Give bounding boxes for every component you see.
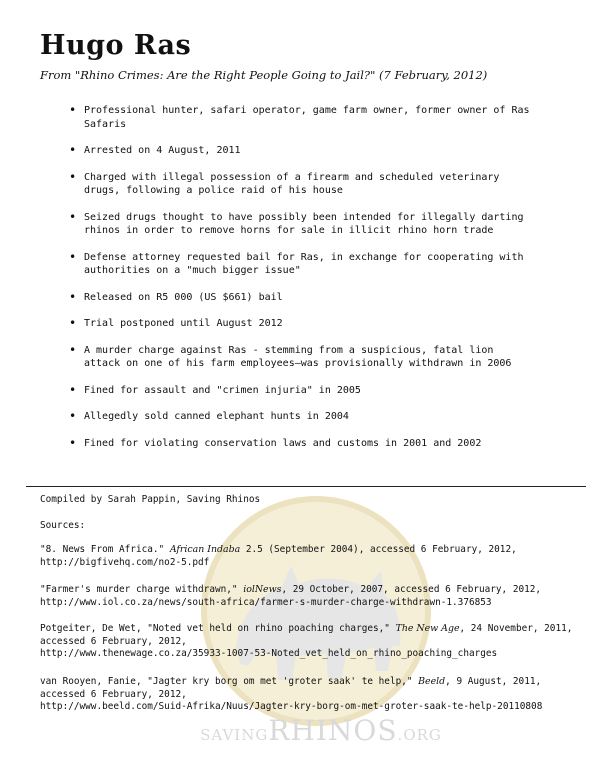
bullet-icon: • <box>69 409 77 423</box>
divider <box>26 486 586 487</box>
list-item: • Released on R5 000 (US $661) bail <box>69 289 283 304</box>
bullet-icon: • <box>69 169 77 184</box>
bullet-icon: • <box>69 289 77 304</box>
list-item: • Charged with illegal possession of a firearm and scheduled veterinary drugs, following a police raid of his house <box>69 169 500 196</box>
source-entry: van Rooyen, Fanie, "Jagter kry borg om met 'groter saak' te help," Beeld, 9 August, 2011, accessed 6 February, 2012, http://www.beeld.com/Suid-Afrika/Nuus/Jagter-kry-borg-om-met-groter-saak-te-help-20110808 <box>40 676 543 712</box>
watermark-saving: SAVING <box>200 726 269 744</box>
watermark-text <box>176 714 466 747</box>
source-url[interactable]: http://www.beeld.com/Suid-Afrika/Nuus/Jagter-kry-borg-om-met-groter-saak-te-help-20110808 <box>40 701 543 712</box>
bullet-icon: • <box>69 316 77 330</box>
source-url[interactable]: http://www.thenewage.co.za/35933-1007-53-Noted_vet_held_on_rhino_poaching_charges <box>40 648 498 659</box>
source-url[interactable]: http://www.iol.co.za/news/south-africa/farmer-s-murder-charge-withdrawn-1.376853 <box>40 596 492 608</box>
list-item: • A murder charge against Ras - stemming from a suspicious, fatal lion attack on one of his farm employees—was provisionally withdrawn in 2006 <box>69 342 512 369</box>
bullet-icon: • <box>69 435 77 450</box>
source-entry: "Farmer's murder charge withdrawn," iolNews, 29 October, 2007, accessed 6 February, 2012, http://www.iol.co.za/news/south-africa/farmer-s-murder-charge-withdrawn-1.376853 <box>40 584 542 608</box>
sources-label: Sources: <box>40 520 86 531</box>
list-item: • Allegedly sold canned elephant hunts in 2004 <box>69 409 349 423</box>
publication-title: iolNews <box>243 584 282 595</box>
bullet-icon: • <box>69 342 77 357</box>
page-subtitle: From "Rhino Crimes: Are the Right People Going to Jail?" (7 February, 2012) <box>40 68 488 82</box>
bullet-icon: • <box>69 382 77 397</box>
source-entry: Potgeiter, De Wet, "Noted vet held on rhino poaching charges," The New Age, 24 November, 2011, accessed 6 February, 2012, http://www.thenewage.co.za/35933-1007-53-Noted_vet_held_on_rhino_poaching_charges <box>40 623 573 659</box>
list-item: • Defense attorney requested bail for Ras, in exchange for cooperating with authorities on a "much bigger issue" <box>69 249 524 276</box>
bullet-icon: • <box>69 103 77 117</box>
watermark-org: .ORG <box>397 726 442 744</box>
bullet-icon: • <box>69 209 77 224</box>
source-url[interactable]: http://bigfivehq.com/no2-5.pdf <box>40 556 210 568</box>
compiled-by: Compiled by Sarah Pappin, Saving Rhinos <box>40 494 261 505</box>
list-item: • Seized drugs thought to have possibly been intended for illegally darting rhinos in order to remove horns for sale in illicit rhino horn trade <box>69 209 524 236</box>
bullet-icon: • <box>69 249 77 264</box>
source-entry: "8. News From Africa." African Indaba 2.5 (September 2004), accessed 6 February, 2012, http://bigfivehq.com/no2-5.pdf <box>40 544 517 568</box>
publication-title: The New Age <box>395 623 460 634</box>
fact-list <box>64 104 534 463</box>
list-item: • Trial postponed until August 2012 <box>69 316 283 330</box>
publication-title: African Indaba <box>169 544 241 555</box>
list-item: • Fined for assault and "crimen injuria" in 2005 <box>69 382 361 397</box>
publication-title: Beeld <box>418 676 446 687</box>
bullet-icon: • <box>69 143 77 157</box>
page-title: Hugo Ras <box>40 30 192 61</box>
watermark-rhinos: RHINOS <box>268 714 398 747</box>
list-item: • Fined for violating conservation laws and customs in 2001 and 2002 <box>69 435 482 450</box>
list-item: • Professional hunter, safari operator, game farm owner, former owner of Ras Safaris <box>69 103 530 130</box>
list-item: • Arrested on 4 August, 2011 <box>69 143 241 157</box>
